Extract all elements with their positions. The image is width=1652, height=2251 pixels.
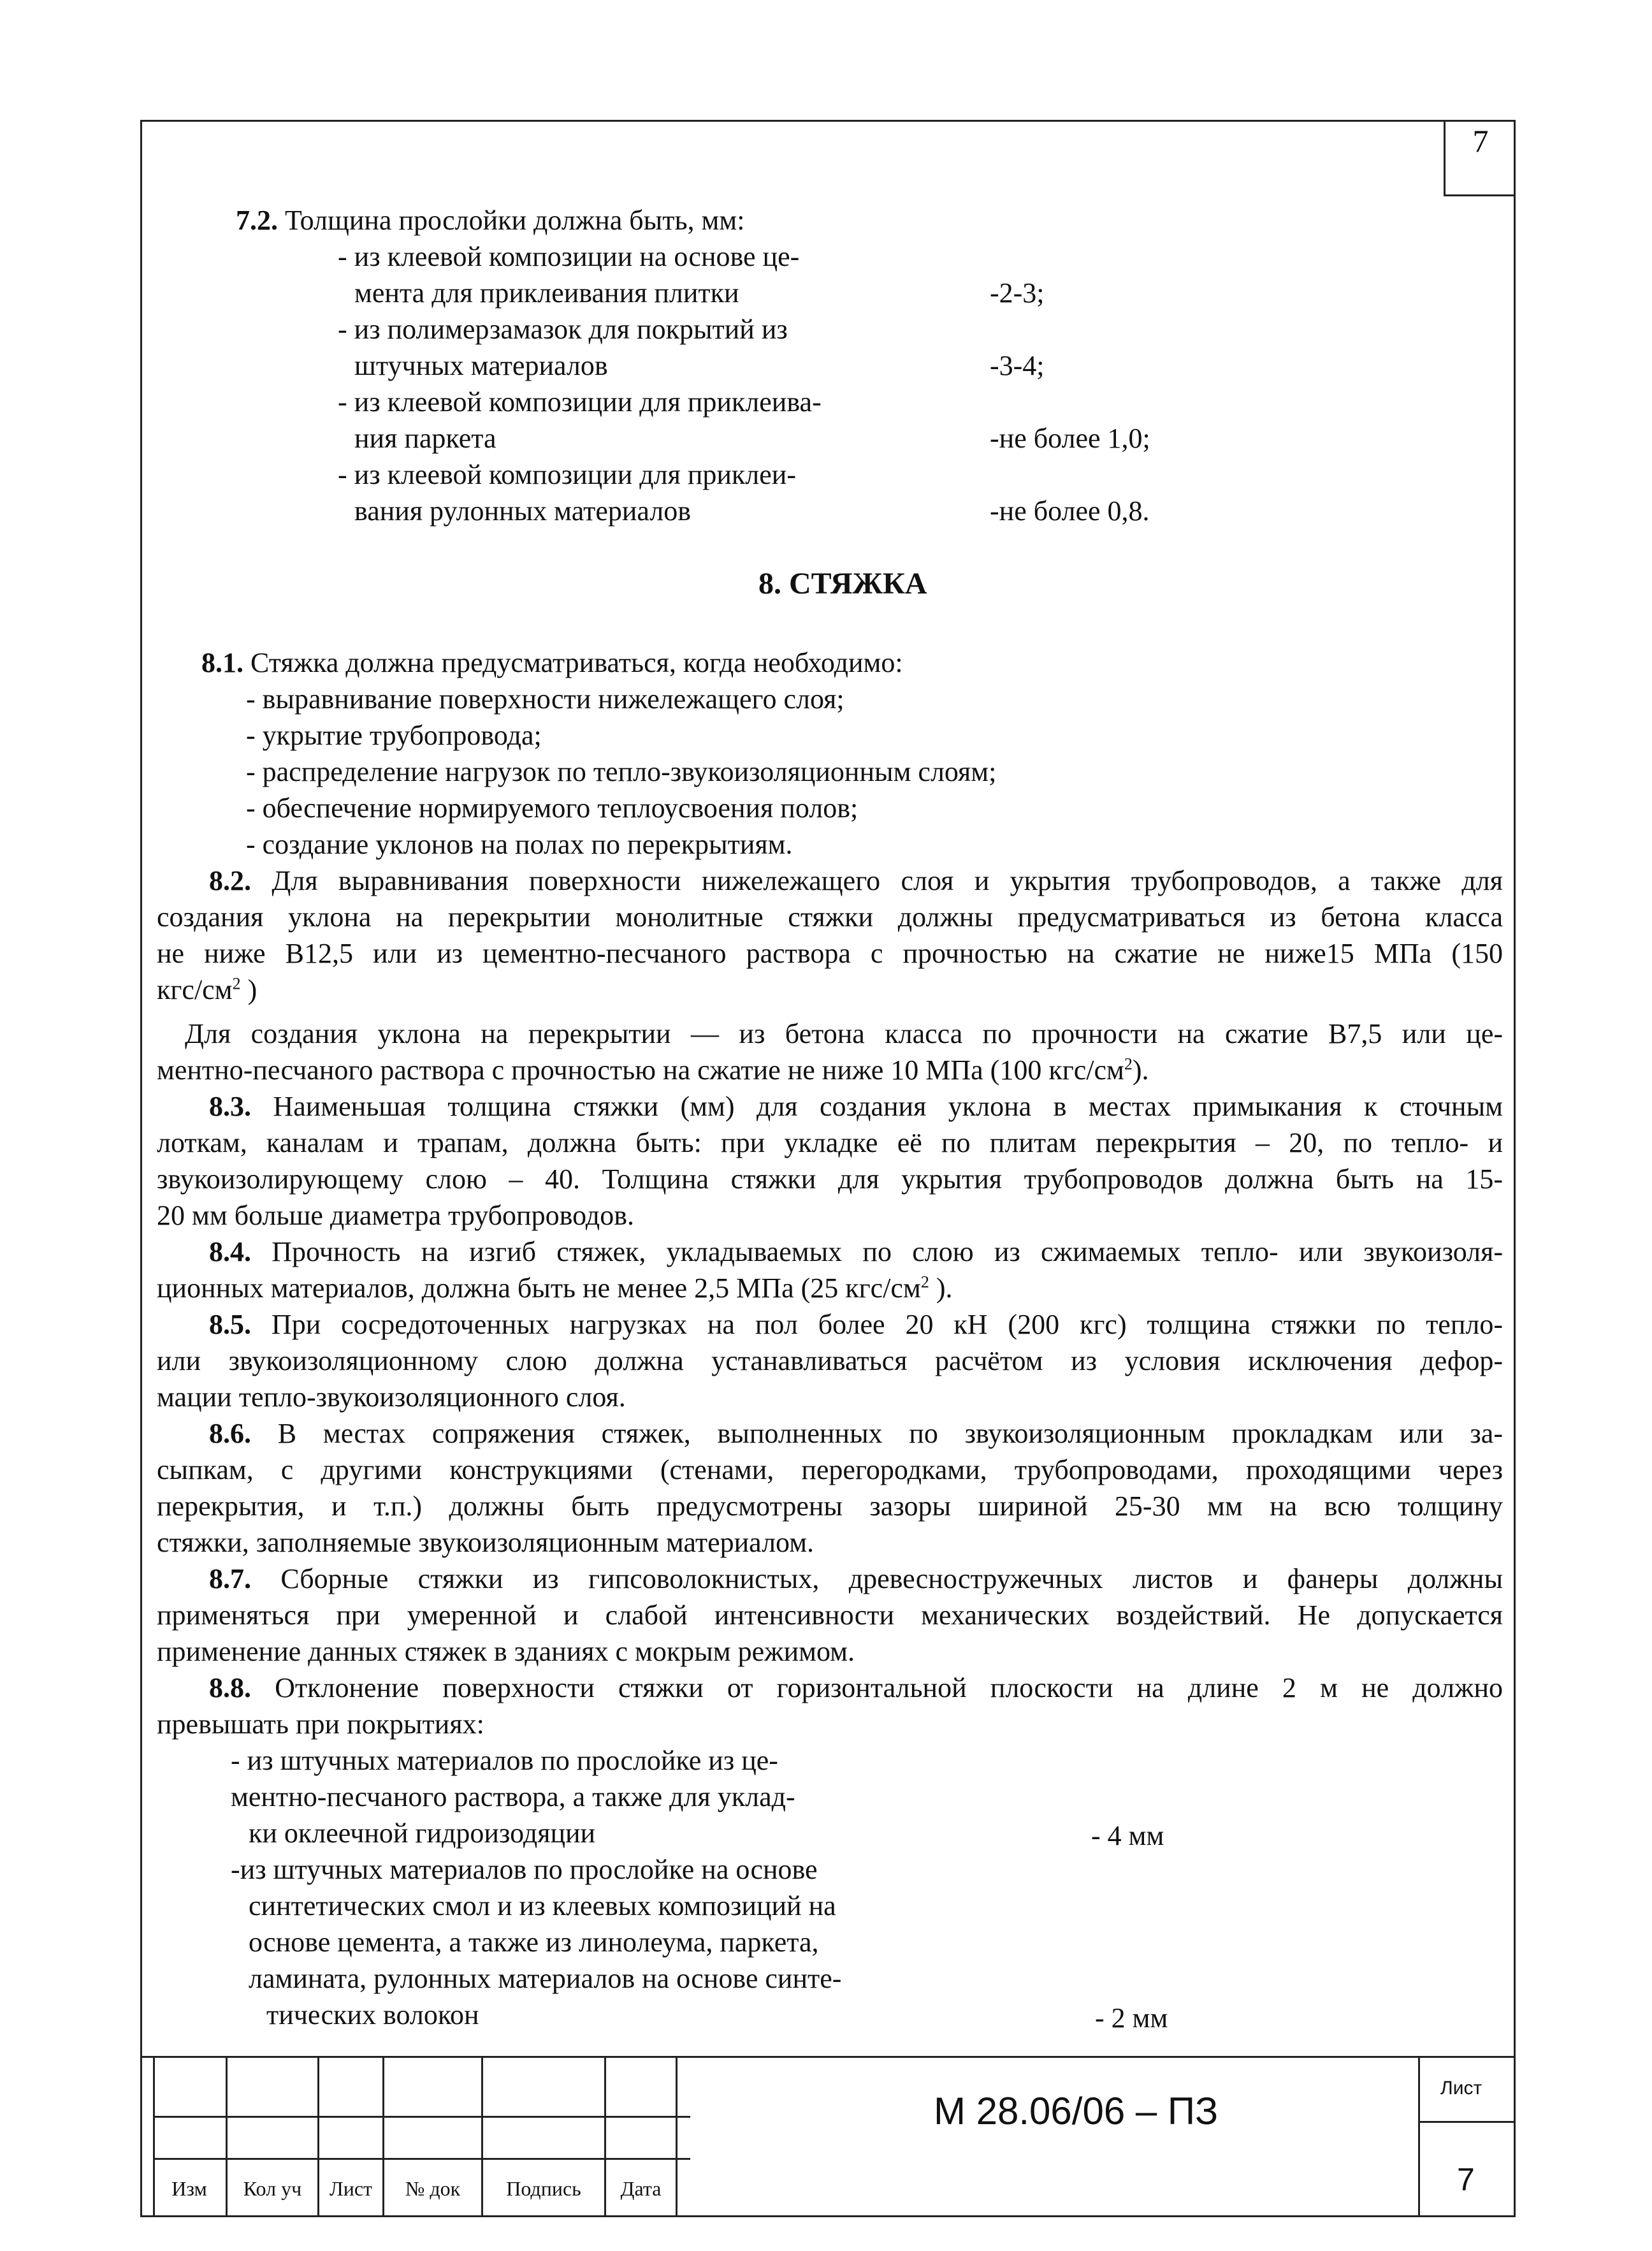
s88-a-line3: ки оклеечной гидроизодяции [249,1818,596,1849]
stamp-col-doc-no: № док [405,2177,461,2200]
title-block [140,2056,1516,2217]
s83-line3: звукоизолирующему слою – 40. Толщина стяжки для укрытия трубопроводов должна быть на 15- [157,1163,1503,1195]
s86-line1: 8.6. В местах сопряжения стяжек, выполненных по звукоизоляционным прокладкам или за- [209,1418,1503,1449]
s72-item2-line1: - из полимерзамазок для покрытий из [338,314,788,345]
s82-line4: кгс/$см^2$ ) [157,974,257,1005]
s81-item: - выравнивание поверхности нижележащего слоя; [246,683,844,715]
s88-b-line1: -из штучных материалов по прослойке на основе [231,1854,818,1885]
s86-line3: перекрытия, и т.п.) должны быть предусмотрены зазоры шириной 25-30 мм на всю толщину [157,1490,1503,1522]
s88-b-line4: ламината, рулонных материалов на основе синте- [249,1963,842,1994]
s87-line1: 8.7. Сборные стяжки из гипсоволокнистых, древесностружечных листов и фанеры должны [209,1563,1503,1594]
s81-item: - создание уклонов на полах по перекрытиям. [246,829,793,860]
s88-b-line2: синтетических смол и из клеевых композиций на [249,1890,836,1921]
s86-line2: сыпкам, с другими конструкциями (стенами, перегородками, трубопроводами, проходящими через [157,1454,1503,1485]
stamp-col-kol-uch: Кол уч [243,2177,302,2200]
s72-item2-value: -3-4; [990,350,1045,381]
s88-a-line1: - из штучных материалов по прослойке из це- [231,1745,778,1776]
s88-b-value: - 2 мм [1095,2002,1168,2034]
s81-item: - укрытие трубопровода; [246,720,542,751]
section-8-heading: 8. СТЯЖКА [758,567,927,601]
s83-line1: 8.3. Наименьшая толщина стяжки (мм) для создания уклона в местах примыкания к сточным [209,1091,1503,1122]
s72-item1-line1: - из клеевой композиции на основе це- [338,241,800,272]
s82-para2-line1: Для создания уклона на перекрытии — из бетона класса по прочности на сжатие В7,5 или це- [185,1018,1503,1049]
section-8-1-title: 8.1. Стяжка должна предусматриваться, когда необходимо: [201,647,903,678]
s86-line4: стяжки, заполняемые звукоизоляционным материалом. [157,1527,815,1558]
section-7-2-title: 7.2. Толщина прослойки должна быть, мм: [236,205,745,236]
s72-item3-line1: - из клеевой композиции для приклеива- [338,386,822,418]
s72-item3-line2: ния паркета [354,423,496,454]
stamp-col-izm: Изм [171,2177,207,2200]
s82-line1: 8.2. Для выравнивания поверхности нижележащего слоя и укрытия трубопроводов, а также для [209,865,1503,896]
s81-item: - распределение нагрузок по тепло-звукоизоляционным слоям; [246,756,997,787]
s72-item3-value: -не более 1,0; [990,423,1150,454]
s85-line1: 8.5. При сосредоточенных нагрузках на пол более 20 кН (200 кгс) толщина стяжки по тепло- [209,1309,1503,1340]
sheet-label: Лист [1440,2078,1482,2099]
s72-item2-line2: штучных материалов [354,350,608,381]
s72-item4-line1: - из клеевой композиции для приклеи- [338,459,796,490]
s84-line2: ционных материалов, должна быть не менее 2,5 МПа (25 кгс/$см^2$ ). [157,1272,953,1304]
s85-line3: мации тепло-звукоизоляционного слоя. [157,1381,626,1413]
s82-para2-line2: ментно-песчаного раствора с прочностью на сжатие не ниже 10 МПа (100 кгс/$см^2$). [157,1054,1149,1086]
s85-line2: или звукоизоляционному слою должна устанавливаться расчётом из условия исключения дефор- [157,1345,1503,1376]
s88-line2: превышать при покрытиях: [157,1708,484,1740]
s84-line1: 8.4. Прочность на изгиб стяжек, укладываемых по слою из сжимаемых тепло- или звукоизоля- [209,1236,1503,1267]
s87-line3: применение данных стяжек в зданиях с мокрым режимом. [157,1636,855,1667]
s83-line2: лоткам, каналам и трапам, должна быть: при укладке её по плитам перекрытия – 20, по тепло- и [157,1127,1503,1158]
page-number-top: 7 [1444,120,1516,196]
s72-item1-value: -2-3; [990,277,1045,309]
sheet-number: 7 [1457,2162,1475,2197]
s87-line2: применяться при умеренной и слабой интенсивности механических воздействий. Не допускается [157,1599,1503,1631]
stamp-col-signature: Подпись [506,2177,581,2200]
document-code: М 28.06/06 – ПЗ [934,2090,1219,2132]
stamp-col-date: Дата [620,2177,662,2200]
s81-item: - обеспечение нормируемого теплоусвоения полов; [246,792,859,824]
s88-b-line5: тических волокон [266,1999,479,2030]
s72-item4-value: -не более 0,8. [990,495,1150,527]
stamp-col-list: Лист [329,2177,372,2200]
s72-item1-line2: мента для приклеивания плитки [354,277,739,309]
s88-line1: 8.8. Отклонение поверхности стяжки от горизонтальной плоскости на длине 2 м не должно [209,1672,1503,1703]
s83-line4: 20 мм больше диаметра трубопроводов. [157,1200,634,1231]
s72-item4-line2: вания рулонных материалов [354,495,692,527]
s88-a-line2: ментно-песчаного раствора, а также для уклад- [231,1781,795,1812]
s82-line2: создания уклона на перекрытии монолитные стяжки должны предусматриваться из бетона класса [157,901,1503,933]
s88-a-value: - 4 мм [1091,1820,1164,1851]
s88-b-line3: основе цемента, а также из линолеума, паркета, [249,1927,819,1958]
s82-line3: не ниже В12,5 или из цементно-песчаного раствора с прочностью на сжатие не ниже15 МПа (150 [157,938,1503,969]
